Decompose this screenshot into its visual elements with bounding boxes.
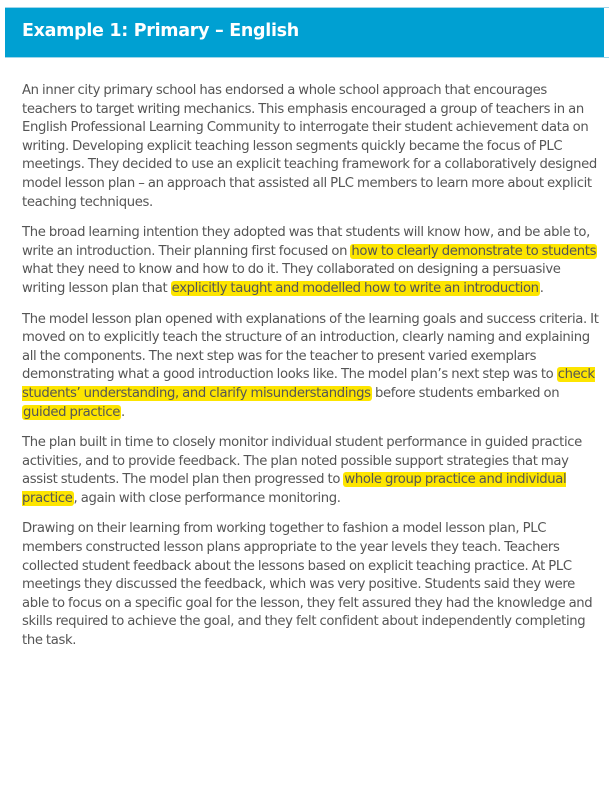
- header-bottom-rule: [5, 57, 609, 58]
- paragraph-monitoring: [22, 434, 602, 508]
- highlighted-text: explicitly taught and modelled how to write an introduction: [171, 280, 539, 296]
- text-segment: , again with close performance monitoring.: [73, 490, 341, 506]
- document-body: [22, 82, 602, 663]
- paragraph-learning-intention: [22, 224, 602, 298]
- paragraph-intro: [22, 82, 602, 212]
- section-header: [5, 8, 604, 57]
- text-segment: The broad learning intention they adopted was that students will know how, and be able to, write an introduction. Their planning first focused on: [22, 225, 590, 259]
- highlighted-text: whole group practice and individual practice: [22, 472, 567, 506]
- text-segment: .: [539, 280, 544, 296]
- highlighted-text: how to clearly demonstrate to students: [351, 243, 597, 259]
- paragraph-model-lesson: [22, 311, 602, 423]
- text-segment: before students embarked on: [371, 385, 560, 401]
- text-segment: The plan built in time to closely monitor individual student performance in guided practice activities, and to provide feedback. The plan noted possible support strategies that may assist students. The model plan then progressed to: [22, 435, 582, 488]
- text-segment: .: [121, 404, 125, 420]
- text-segment: what they need to know and how to do it. They collaborated on designing a persuasive writing lesson plan that: [22, 262, 561, 296]
- paragraph-outcomes: [22, 520, 602, 650]
- text-segment: The model lesson plan opened with explanations of the learning goals and success criteria. It moved on to explicitly teach the structure of an introduction, clearly naming and explaining all the components. The next step was for the teacher to present varied exemplars demonstrating what a good introduction looks like. The model plan’s next step was to: [22, 311, 599, 383]
- highlighted-text: check students’ understanding, and clarify misunderstandings: [22, 367, 595, 401]
- text-segment: Drawing on their learning from working together to fashion a model lesson plan, PLC members constructed lesson plans appropriate to the year levels they teach. Teachers collected student feedback about the lessons based on explicit teaching practice. At PLC meetings they discussed the feedback, which was very positive. Students said they were able to focus on a specific goal for the lesson, they felt assured they had the knowledge and skills required to achieve the goal, and they felt confident about independently completing the task.: [22, 521, 593, 649]
- highlighted-text: guided practice: [23, 404, 121, 420]
- text-segment: An inner city primary school has endorsed a whole school approach that encourages teachers to target writing mechanics. This emphasis encouraged a group of teachers in an English Professional Learning Community to interrogate their student achievement data on writing. Developing explicit teaching lesson segments quickly became the focus of PLC meetings. They decided to use an explicit teaching framework for a collaboratively designed model lesson plan – an approach that assisted all PLC members to learn more about explicit teaching techniques.: [22, 83, 597, 210]
- section-title: Example 1: Primary – English: [22, 21, 299, 41]
